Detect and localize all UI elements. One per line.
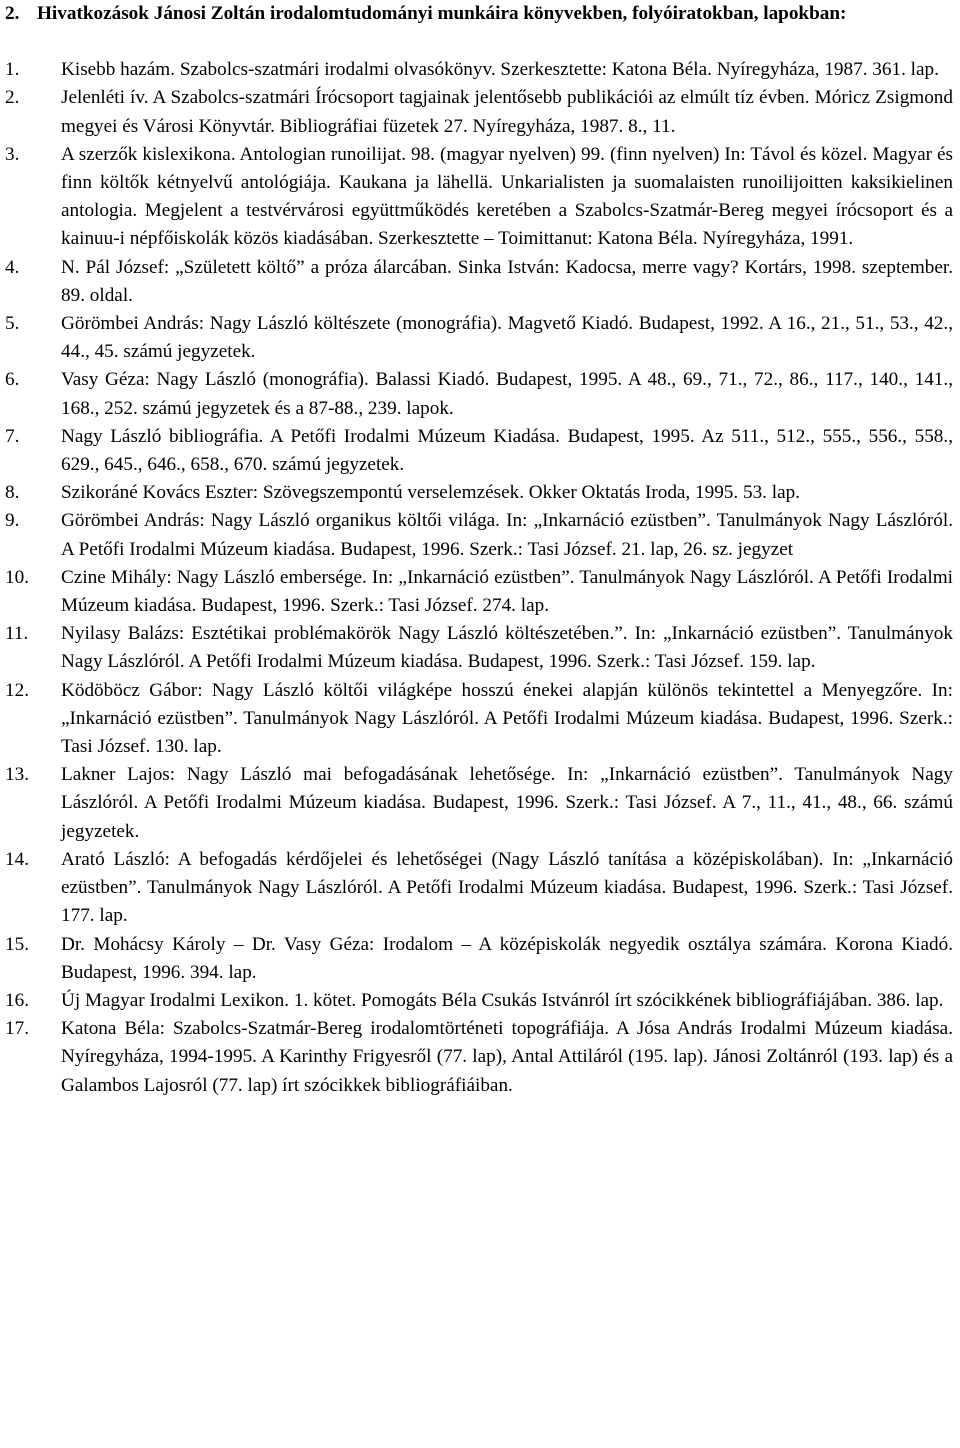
list-item-text: Nagy László bibliográfia. A Petőfi Irodalmi Múzeum Kiadása. Budapest, 1995. Az 511., 512., 555., 556., 558., 629., 645., 646., 658., 670. számú jegyzetek. <box>61 425 953 476</box>
list-item-number: 6. <box>5 369 20 391</box>
list-item <box>5 310 953 366</box>
spacer <box>5 28 953 56</box>
list-item-number: 16. <box>5 989 29 1011</box>
list-item <box>5 254 953 310</box>
list-item-number: 10. <box>5 566 29 588</box>
list-item-text: Nyilasy Balázs: Esztétikai problémakörök Nagy László költészetében.”. In: „Inkarnáció ezüstben”. Tanulmányok Nagy Lászlóról. A Petőfi Irodalmi Múzeum kiadása. Budapest, 1996. Szerk.: Tasi József. 159. lap. <box>61 623 953 673</box>
section-heading <box>5 0 953 28</box>
list-item-number: 5. <box>5 313 20 335</box>
list-item <box>5 141 953 254</box>
list-item <box>5 1015 953 1100</box>
list-item <box>5 677 953 762</box>
list-item <box>5 56 953 84</box>
list-item-number: 4. <box>5 256 20 278</box>
list-item <box>5 84 953 140</box>
list-item-number: 13. <box>5 764 29 786</box>
list-item <box>5 931 953 987</box>
list-item-text: Czine Mihály: Nagy László embersége. In: „Inkarnáció ezüstben”. Tanulmányok Nagy Lászlóról. A Petőfi Irodalmi Múzeum kiadása. Budapest, 1996. Szerk.: Tasi József. 274. lap. <box>61 566 953 617</box>
list-item <box>5 507 953 563</box>
list-item-text: Kisebb hazám. Szabolcs-szatmári irodalmi olvasókönyv. Szerkesztette: Katona Béla. Nyíregyháza, 1987. 361. lap. <box>61 59 939 81</box>
list-item-text: Dr. Mohácsy Károly – Dr. Vasy Géza: Irodalom – A középiskolák negyedik osztálya számára. Korona Kiadó. Budapest, 1996. 394. lap. <box>61 933 953 983</box>
list-item-text: Jelenléti ív. A Szabolcs-szatmári Írócsoport tagjainak jelentősebb publikációi az elmúlt tíz évben. Móricz Zsigmond megyei és Városi Könyvtár. Bibliográfiai füzetek 27. Nyíregyháza, 1987. 8., 11. <box>61 87 953 137</box>
list-item-number: 9. <box>5 510 20 532</box>
list-item-text: Arató László: A befogadás kérdőjelei és lehetőségei (Nagy László tanítása a középiskolában). In: „Inkarnáció ezüstben”. Tanulmányok Nagy Lászlóról. A Petőfi Irodalmi Múzeum kiadása. Budapest, 1996. Szerk.: Tasi József. 177. lap. <box>61 848 953 927</box>
list-item <box>5 564 953 620</box>
list-item <box>5 423 953 479</box>
list-item-number: 3. <box>5 143 20 165</box>
list-item-text: Új Magyar Irodalmi Lexikon. 1. kötet. Pomogáts Béla Csukás Istvánról írt szócikkének bibliográfiájában. 386. lap. <box>61 989 944 1011</box>
list-item-number: 2. <box>5 87 20 109</box>
list-item-number: 17. <box>5 1018 29 1040</box>
list-item <box>5 479 953 507</box>
list-item <box>5 761 953 846</box>
list-item-text: Katona Béla: Szabolcs-Szatmár-Bereg irodalomtörténeti topográfiája. A Jósa András Irodalmi Múzeum kiadása. Nyíregyháza, 1994-1995. A Karinthy Frigyesről (77. lap), Antal Attiláról (195. lap). Jánosi Zoltánról (193. lap) és a Galambos Lajosról (77. lap) írt szócikkek bibliográfiáiban. <box>61 1018 953 1096</box>
list-item-text: Szikoráné Kovács Eszter: Szövegszempontú verselemzések. Okker Oktatás Iroda, 1995. 53. lap. <box>61 482 801 504</box>
list-item <box>5 366 953 422</box>
list-item-text: N. Pál József: „Született költő” a próza álarcában. Sinka István: Kadocsa, merre vagy? Kortárs, 1998. szeptember. 89. oldal. <box>61 256 953 306</box>
section-title: Hivatkozások Jánosi Zoltán irodalomtudományi munkáira könyvekben, folyóiratokban, lapokban: <box>37 3 847 24</box>
list-item-text: Görömbei András: Nagy László organikus költői világa. In: „Inkarnáció ezüstben”. Tanulmányok Nagy Lászlóról. A Petőfi Irodalmi Múzeum kiadása. Budapest, 1996. Szerk.: Tasi József. 21. lap, 26. sz. jegyzet <box>61 510 953 560</box>
list-item <box>5 846 953 931</box>
list-item-text: Görömbei András: Nagy László költészete (monográfia). Magvető Kiadó. Budapest, 1992. A 16., 21., 51., 53., 42., 44., 45. számú jegyzetek. <box>61 313 953 363</box>
list-item-number: 1. <box>5 59 20 81</box>
list-item-number: 8. <box>5 482 20 504</box>
reference-list <box>5 56 953 1100</box>
list-item-number: 15. <box>5 933 29 955</box>
list-item-text: A szerzők kislexikona. Antologian runoilijat. 98. (magyar nyelven) 99. (finn nyelven) In: Távol és közel. Magyar és finn költők kétnyelvű antológiája. Kaukana ja lähellä. Unkarialisten ja suomalaisten runoilijoitten kaksikielinen antologia. Megjelent a testvérvárosi együttműködés keretében a Szabolcs-Szatmár-Bereg megyei írócsoport és a kainuu-i népfőiskolák közös kiadásában. Szerkesztette – Toimittanut: Katona Béla. Nyíregyháza, 1991. <box>61 143 953 250</box>
list-item-number: 11. <box>5 623 29 645</box>
list-item-number: 12. <box>5 679 29 701</box>
list-item-text: Vasy Géza: Nagy László (monográfia). Balassi Kiadó. Budapest, 1995. A 48., 69., 71., 72., 86., 117., 140., 141., 168., 252. számú jegyzetek és a 87-88., 239. lapok. <box>61 369 953 419</box>
list-item <box>5 620 953 676</box>
list-item-number: 7. <box>5 425 20 447</box>
list-item-text: Lakner Lajos: Nagy László mai befogadásának lehetősége. In: „Inkarnáció ezüstben”. Tanulmányok Nagy Lászlóról. A Petőfi Irodalmi Múzeum kiadása. Budapest, 1996. Szerk.: Tasi József. A 7., 11., 41., 48., 66. számú jegyzetek. <box>61 764 953 842</box>
list-item-text: Ködöböcz Gábor: Nagy László költői világképe hosszú énekei alapján különös tekintettel a Menyegzőre. In: „Inkarnáció ezüstben”. Tanulmányok Nagy Lászlóról. A Petőfi Irodalmi Múzeum kiadása. Budapest, 1996. Szerk.: Tasi József. 130. lap. <box>61 679 953 758</box>
list-item-number: 14. <box>5 848 29 870</box>
section-number: 2. <box>5 3 20 24</box>
list-item <box>5 987 953 1015</box>
